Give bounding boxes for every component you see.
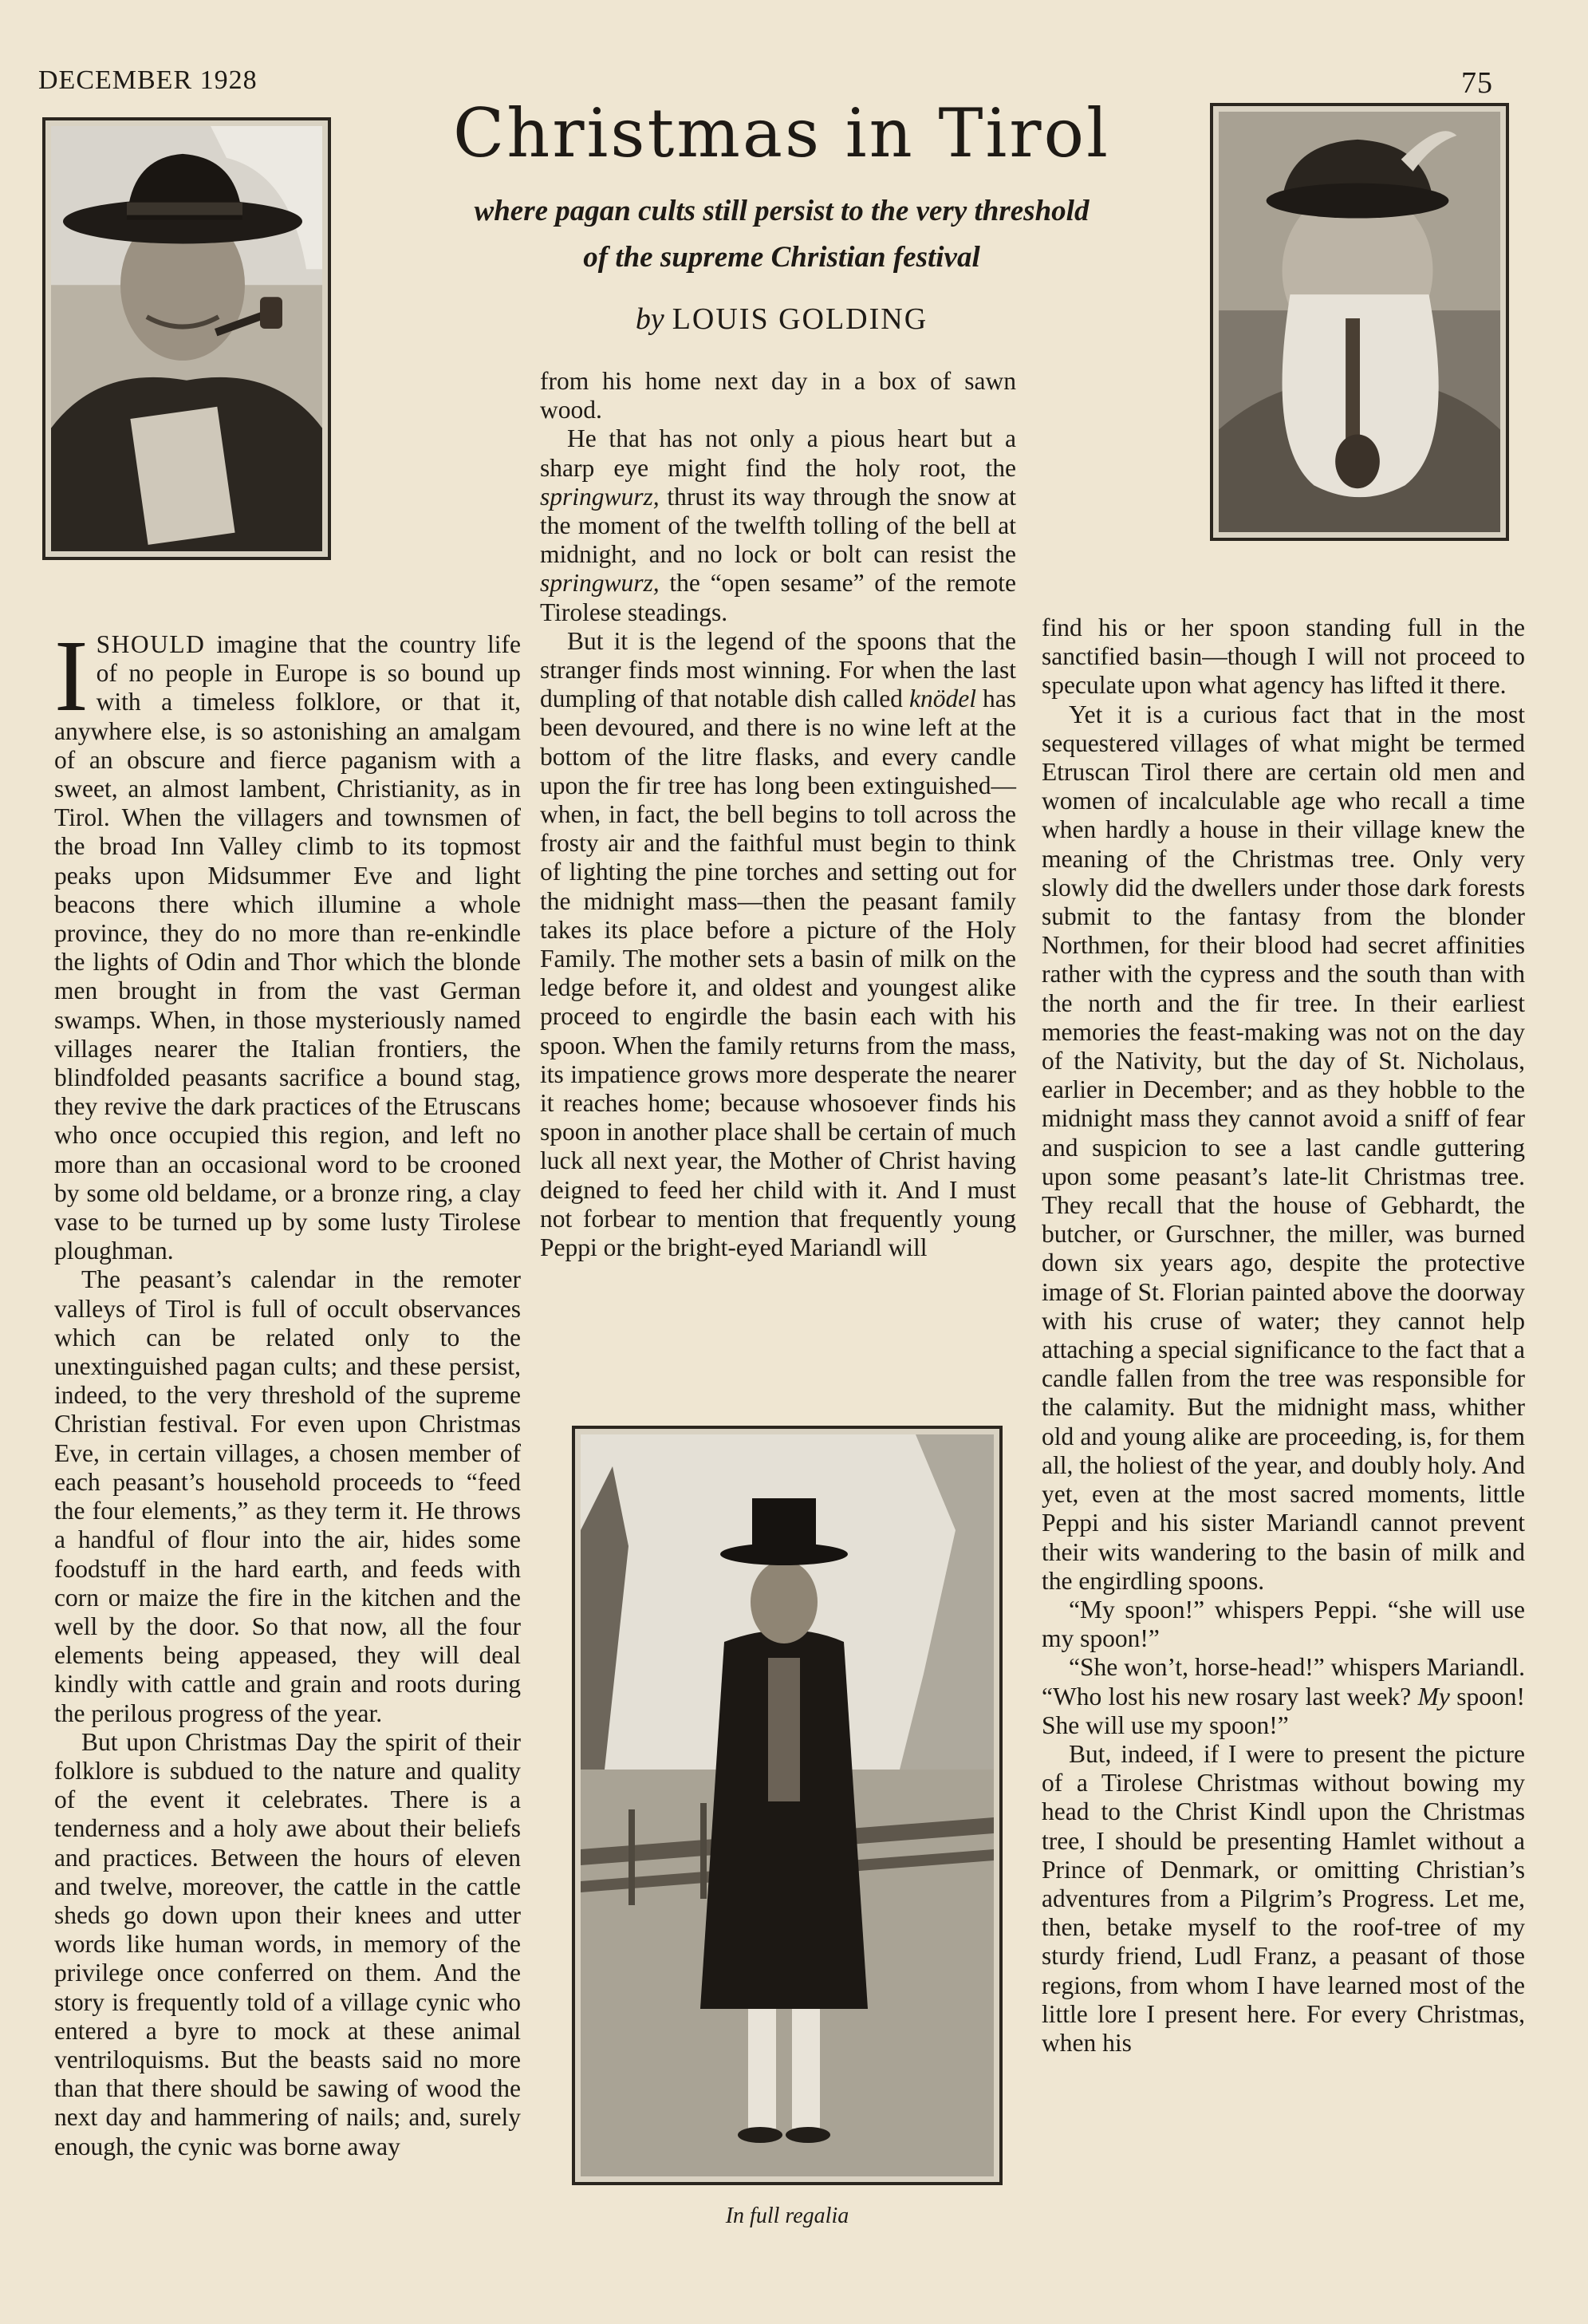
portrait-illustration xyxy=(51,126,322,551)
paragraph: from his home next day in a box of sawn wood. xyxy=(540,367,1016,424)
photo-man-in-regalia xyxy=(572,1426,1003,2185)
drop-cap: I xyxy=(54,619,89,732)
portrait-illustration xyxy=(1219,112,1500,532)
byline xyxy=(447,302,1117,337)
paragraph-text: He that has not only a pious heart but a sharp eye might find the holy root, the xyxy=(540,424,1016,482)
photo-caption: In full regalia xyxy=(725,2204,849,2228)
article-subtitle xyxy=(415,188,1149,281)
paragraph-text: spoon! She will use my spoon!” xyxy=(1042,1682,1526,1739)
paragraph xyxy=(540,424,1016,626)
article-title: Christmas in Tirol xyxy=(453,94,1110,172)
column-2 xyxy=(540,367,1016,1262)
author-name: LOUIS GOLDING xyxy=(672,302,928,336)
column-1 xyxy=(54,619,521,2161)
paragraph: But upon Christmas Day the spirit of their folklore is subdued to the nature and quality of the event it celebrates. There is a tenderness and a holy awe about their beliefs and practices. Between the hours of eleven and twelve, moreover, the cattle in the cattle sheds go down upon their knees and utter words like human words, in memory of the privilege once conferred on them. And the story is frequently told of a village cynic who entered a byre to mock at these animal ventriloquisms. But the beasts said no more than that there should be sawing of wood the next day and hammering of nails; and, surely enough, the cynic was borne away xyxy=(54,1727,521,2160)
paragraph: But, indeed, if I were to present the picture of a Tirolese Christmas without bowing my head to the Christ Kindl upon the Christmas tree, I should be presenting Hamlet without a Prince of Denmark, or omitting Christian’s adventures from a Pilgrim’s Progress. Let me, then, betake myself to the roof-tree of my sturdy friend, Ludl Franz, a peasant of those regions, from whom I have learned most of the little lore I present here. For every Christmas, when his xyxy=(1042,1739,1525,2057)
photo-man-with-pipe xyxy=(42,117,331,560)
italic-term: My xyxy=(1417,1682,1450,1710)
subtitle-line-2: of the supreme Christian festival xyxy=(583,241,980,274)
paragraph-text: thrust its way through the snow at the moment of the twelfth tolling of the bell at midnight, and no lock or bolt can resist the xyxy=(540,482,1016,569)
paragraph xyxy=(54,619,521,1265)
paragraph: Yet it is a curious fact that in the most sequestered villages of what might be termed Etruscan Tirol there are certain old men and women of incalculable age who recall a time when hardly a house in their village knew the meaning of the Christmas tree. Only very slowly did the dwellers under those dark forests submit to the fantasy from the blonder Northmen, for their blood had secret affinities rather with the cypress and the south than with the north and the fir tree. In their earliest memories the feast-making was not on the day of the Nativity, but the day of St. Nicholaus, earlier in December; and as they hobble to the midnight mass they cannot avoid a sniff of fear and suspicion to see a last candle guttering upon some peasant’s late-lit Christmas tree. They recall that the house of Gebhardt, the butcher, or Gurschner, the miller, was burned down six years ago, despite the protective image of St. Florian painted above the doorway with his cruse of water; they cannot help attaching a special significance to the fact that a candle fallen from the tree was responsible for the calamity. But the midnight mass, whither old and young alike are proceeding, is, for them all, the holiest of the year, and doubly holy. And yet, even at the most sacred moments, little Peppi and his sister Mariandl cannot prevent their wits wandering to the basin of milk and the engirdling spoons. xyxy=(1042,700,1525,1595)
italic-term: springwurz, xyxy=(540,482,660,511)
page-number: 75 xyxy=(1461,66,1493,100)
photo-bearded-old-man xyxy=(1210,103,1509,541)
paragraph-text: But it is the legend of the spoons that the stranger finds most winning. For when the last dumpling of that notable dish called xyxy=(540,626,1016,713)
paragraph-text: the “open sesame” of the remote Tirolese steadings. xyxy=(540,569,1016,626)
paragraph xyxy=(1042,1653,1525,1740)
paragraph: “My spoon!” whispers Peppi. “she will use my spoon!” xyxy=(1042,1595,1525,1653)
paragraph-text: imagine that the country life of no people in Europe is so bound up with a timeless folklore, or that it, anywhere else, is so astonishing an amalgam of an obscure and fierce paganism with a sweet, an almost lambent, Christianity, as in Tirol. When the villagers and townsmen of the broad Inn Valley climb to its topmost peaks upon Midsummer Eve and light beacons there which illumine a whole province, they do no more than re-enkindle the lights of Odin and Thor which the blonde men brought in from the vast German swamps. When, in those mysteriously named villages nearer the Italian frontiers, the blindfolded peasants sacrifice a bound stag, they revive the dark practices of the Etruscans who once occupied this region, and left no more than an occasional word to be crooned by some old beldame, or a bronze ring, a clay vase to be turned up by some lusty Tirolese ploughman. xyxy=(54,630,521,1265)
paragraph: The peasant’s calendar in the remoter valleys of Tirol is full of occult observances which can be related only to the unextinguished pagan cults; and these persist, indeed, to the very threshold of the supreme Christian festival. For even upon Christmas Eve, in certain villages, a chosen member of each peasant’s household proceeds to “feed the four elements,” as they term it. He throws a handful of flour into the air, hides some foodstuff in the hard earth, and feeds with corn or maize the fire in the kitchen and the well by the door. So that now, all the four elements being appeased, they will deal kindly with cattle and grain and roots during the perilous progress of the year. xyxy=(54,1265,521,1727)
paragraph xyxy=(540,627,1016,1262)
italic-term: springwurz, xyxy=(540,569,660,598)
issue-date: DECEMBER 1928 xyxy=(38,65,258,95)
paragraph: find his or her spoon standing full in the sanctified basin—though I will not proceed to speculate upon what agency has lifted it there. xyxy=(1042,614,1525,700)
lead-word: SHOULD xyxy=(96,630,206,658)
byline-prefix: by xyxy=(635,302,664,336)
subtitle-line-1: where pagan cults still persist to the very threshold xyxy=(474,195,1090,227)
column-3 xyxy=(1042,614,1525,2058)
paragraph-text: “She won’t, horse-head!” whispers Mariandl. “Who lost his new rosary last week? xyxy=(1042,1653,1525,1710)
full-figure-illustration xyxy=(581,1434,994,2176)
italic-term: knödel xyxy=(908,685,976,713)
paragraph-text: has been devoured, and there is no wine left at the bottom of the litre flasks, and every candle upon the fir tree has long been extinguished— when, in fact, the bell begins to toll across the frosty air and the faithful must begin to think of lighting the pine torches and setting out for the midnight mass—then the peasant family takes its place before a picture of the Holy Family. The mother sets a basin of milk on the ledge before it, and oldest and youngest alike proceed to engirdle the basin each with his spoon. When the family returns from the mass, its impatience grows more desperate the nearer it reaches home; because whosoever finds his spoon in another place shall be certain of much luck all next year, the Mother of Christ having deigned to feed her child with it. And I must not forbear to mention that frequently young Peppi or the bright-eyed Mariandl will xyxy=(540,685,1016,1262)
